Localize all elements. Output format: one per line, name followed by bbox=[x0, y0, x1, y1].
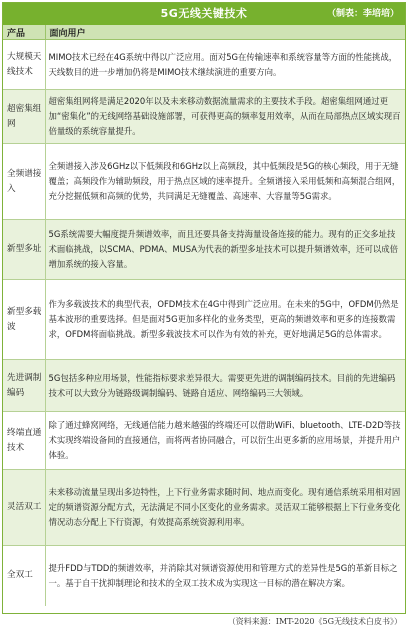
table-title: 5G无线关键技术 bbox=[160, 7, 248, 20]
title-bar bbox=[3, 3, 405, 25]
header-product: 产品 bbox=[3, 25, 45, 40]
row-desc: 除了通过蜂窝网络，无线通信能力越来越强的终端还可以借助WiFi、bluetooth、LTE-D2D等技术实现终端设备间的直接通信，而将两者协同融合，可以衍生出更多新的应用场景，并提升用户体验。 bbox=[45, 412, 405, 470]
row-desc: 超密集组网将是满足2020年以及未来移动数据流量需求的主要技术手段。超密集组网通过更加“密集化”的无线网络基础设施部署，可获得更高的频率复用效率，从而在局部热点区域实现百倍量级的系统容量提升。 bbox=[45, 90, 405, 144]
table-row bbox=[3, 546, 405, 606]
row-name: 新型多载波 bbox=[3, 280, 45, 360]
source-note: （资料来源：IMT-2020《5G无线技术白皮书》） bbox=[227, 617, 402, 626]
row-desc: 全频谱接入涉及6GHz以下低频段和6GHz以上高频段，其中低频段是5G的核心频段，用于无缝覆盖；高频段作为辅助频段，用于热点区域的速率提升。全频谱接入采用低频和高频混合组网，充分挖掘低频和高频的优势，共同满足无缝覆盖、高速率、大容量等5G需求。 bbox=[45, 144, 405, 220]
table-row bbox=[3, 412, 405, 470]
row-name: 全双工 bbox=[3, 546, 45, 606]
row-name: 超密集组网 bbox=[3, 90, 45, 144]
table-frame bbox=[2, 2, 406, 614]
table-row bbox=[3, 144, 405, 220]
row-name: 终端直通技术 bbox=[3, 412, 45, 470]
table-row bbox=[3, 360, 405, 412]
table-row bbox=[3, 470, 405, 546]
table-row bbox=[3, 40, 405, 90]
row-name: 灵活双工 bbox=[3, 470, 45, 546]
row-desc: 提升FDD与TDD的频谱效率，并消除其对频谱资源使用和管理方式的差异性是5G的革新目标之一。基于自干扰抑制理论和技术的全双工技术成为实现这一目标的潜在解决方案。 bbox=[48, 562, 398, 588]
table-row bbox=[3, 220, 405, 280]
row-name: 先进调制编码 bbox=[3, 360, 45, 412]
tech-table bbox=[3, 25, 405, 606]
table-row bbox=[3, 280, 405, 360]
header-application: 面向用户 bbox=[45, 25, 405, 40]
row-name: 大规模天线技术 bbox=[3, 40, 45, 90]
row-name: 新型多址 bbox=[3, 220, 45, 280]
table-row bbox=[3, 90, 405, 144]
row-desc: 未来移动流量呈现出多边特性，上下行业务需求随时间、地点而变化。现有通信系统采用相对固定的频谱资源分配方式，无法满足不同小区变化的业务需求。灵活双工能够根据上下行业务变化情况动态分配上下行资源，有效提高系统资源利用率。 bbox=[45, 470, 405, 546]
header-row bbox=[3, 25, 405, 40]
author-credit: （制表：李培培） bbox=[326, 9, 399, 19]
row-name: 全频谱接入 bbox=[3, 144, 45, 220]
row-desc: 作为多载波技术的典型代表，OFDM技术在4G中得到广泛应用。在未来的5G中，OFDM仍然是基本波形的重要选择。但是面对5G更加多样化的业务类型，更高的频谱效率和更多的连接数需求，OFDM将面临挑战。新型多载波技术可以作为有效的补充，更好地满足5G的总体需求。 bbox=[45, 280, 405, 360]
row-desc: 5G包括多种应用场景，性能指标要求差异很大。需要更先进的调制编码技术。目前的先进编码技术可以大致分为链路级调制编码、链路自适应、网络编码三大领域。 bbox=[45, 360, 405, 412]
row-desc: 5G系统需要大幅度提升频谱效率，而且还要具备支持海量设备连接的能力。现有的正交多址技术面临挑战，以SCMA、PDMA、MUSA为代表的新型多址技术可以提升频谱效率，还可以成倍增加系统的接入容量。 bbox=[45, 220, 405, 280]
row-desc: MIMO技术已经在4G系统中得以广泛应用。面对5G在传输速率和系统容量等方面的性能挑战，天线数目的进一步增加仍将是MIMO技术继续演进的重要方向。 bbox=[45, 40, 405, 90]
